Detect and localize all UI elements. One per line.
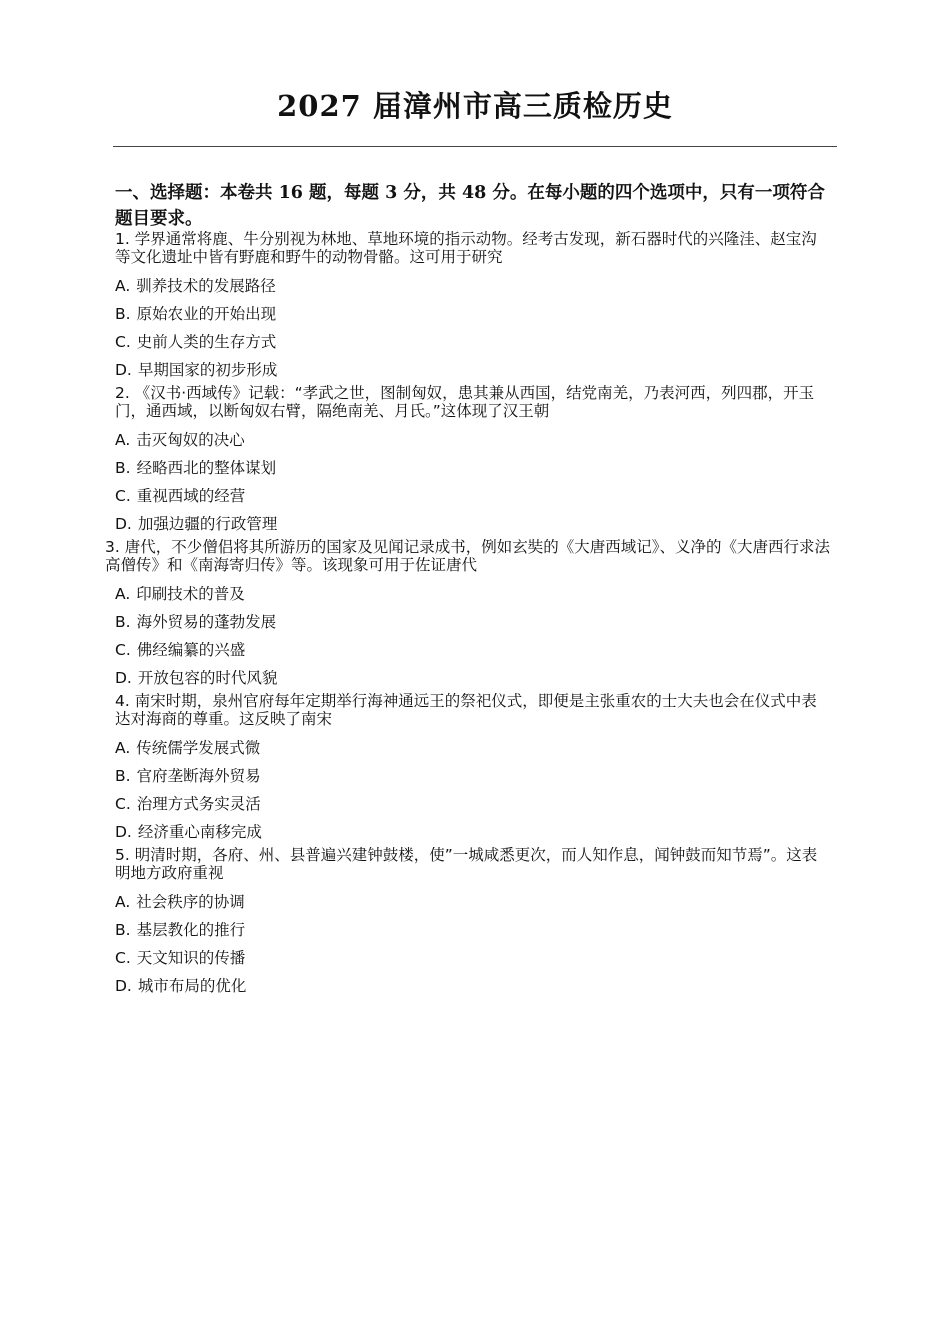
- question-stem: 3. 唐代，不少僧侣将其所游历的国家及见闻记录成书，例如玄奘的《大唐西域记》、义净的《大唐西行求法高僧传》和《南海寄归传》等。该现象可用于佐证唐代: [105, 538, 830, 574]
- option-a: [0, 272, 950, 300]
- question-stem: 4. 南宋时期，泉州官府每年定期举行海神通远王的祭祀仪式，即便是主张重农的士大夫也会在仪式中表达对海商的尊重。这反映了南宋: [115, 692, 817, 728]
- option-b: [0, 762, 950, 790]
- option-text: 印刷技术的普及: [136, 585, 245, 603]
- option-b: [0, 916, 950, 944]
- question-list: [0, 230, 950, 1000]
- option-label: C.: [115, 487, 131, 505]
- option-text: 治理方式务实灵活: [136, 795, 261, 813]
- option-label: A.: [115, 739, 131, 757]
- option-text: 佛经编纂的兴盛: [136, 641, 246, 659]
- question-3: [0, 538, 950, 692]
- page-title: 2027 届漳州市高三质检历史: [277, 89, 673, 123]
- question-stem: 1. 学界通常将鹿、牛分别视为林地、草地环境的指示动物。经考古发现，新石器时代的兴隆洼、赵宝沟等文化遗址中皆有野鹿和野牛的动物骨骼。这可用于研究: [115, 230, 817, 266]
- option-text: 史前人类的生存方式: [136, 333, 277, 351]
- option-label: B.: [115, 459, 131, 477]
- option-label: A.: [115, 893, 131, 911]
- option-b: [0, 608, 950, 636]
- option-label: D.: [115, 669, 132, 687]
- option-text: 经略西北的整体谋划: [136, 459, 277, 477]
- option-list: [0, 426, 950, 538]
- option-label: D.: [115, 977, 132, 995]
- option-label: C.: [115, 949, 131, 967]
- option-d: [0, 664, 950, 692]
- option-text: 城市布局的优化: [137, 977, 247, 995]
- option-text: 官府垄断海外贸易: [136, 767, 261, 785]
- option-c: [0, 636, 950, 664]
- option-text: 社会秩序的协调: [136, 893, 245, 911]
- option-text: 加强边疆的行政管理: [137, 515, 278, 533]
- option-label: D.: [115, 515, 132, 533]
- option-c: [0, 482, 950, 510]
- option-label: C.: [115, 641, 131, 659]
- question-1: [0, 230, 950, 384]
- option-label: B.: [115, 767, 131, 785]
- option-b: [0, 300, 950, 328]
- option-label: A.: [115, 277, 131, 295]
- option-label: D.: [115, 823, 132, 841]
- option-text: 重视西域的经营: [136, 487, 246, 505]
- section-heading: 一、选择题：本卷共 16 题，每题 3 分，共 48 分。在每小题的四个选项中，只有一项符合题目要求。: [115, 183, 825, 229]
- option-b: [0, 454, 950, 482]
- option-list: [0, 580, 950, 692]
- option-label: C.: [115, 333, 131, 351]
- option-text: 基层教化的推行: [136, 921, 246, 939]
- option-label: B.: [115, 613, 131, 631]
- option-label: D.: [115, 361, 132, 379]
- option-a: [0, 734, 950, 762]
- option-text: 经济重心南移完成: [137, 823, 262, 841]
- option-list: [0, 888, 950, 1000]
- option-d: [0, 818, 950, 846]
- option-text: 海外贸易的蓬勃发展: [136, 613, 277, 631]
- question-2: [0, 384, 950, 538]
- question-stem: 5. 明清时期，各府、州、县普遍兴建钟鼓楼，使”一城咸悉更次，而人知作息，闻钟鼓而知节焉”。这表明地方政府重视: [115, 846, 818, 882]
- option-c: [0, 328, 950, 356]
- option-list: [0, 734, 950, 846]
- option-d: [0, 510, 950, 538]
- option-label: A.: [115, 585, 131, 603]
- option-text: 天文知识的传播: [136, 949, 246, 967]
- option-d: [0, 972, 950, 1000]
- option-text: 击灭匈奴的决心: [136, 431, 245, 449]
- option-label: A.: [115, 431, 131, 449]
- title-divider: [113, 146, 837, 147]
- option-label: C.: [115, 795, 131, 813]
- question-5: [0, 846, 950, 1000]
- option-text: 原始农业的开始出现: [136, 305, 277, 323]
- option-c: [0, 944, 950, 972]
- option-label: B.: [115, 305, 131, 323]
- option-text: 开放包容的时代风貌: [137, 669, 278, 687]
- option-list: [0, 272, 950, 384]
- question-stem: 2. 《汉书·西域传》记载：“孝武之世，图制匈奴，患其兼从西国，结党南羌，乃表河西，列四郡，开玉门，通西域，以断匈奴右臂，隔绝南羌、月氏。”这体现了汉王朝: [115, 384, 815, 420]
- option-a: [0, 426, 950, 454]
- question-4: [0, 692, 950, 846]
- option-a: [0, 888, 950, 916]
- option-text: 早期国家的初步形成: [137, 361, 278, 379]
- option-d: [0, 356, 950, 384]
- option-label: B.: [115, 921, 131, 939]
- option-c: [0, 790, 950, 818]
- option-text: 驯养技术的发展路径: [136, 277, 276, 295]
- option-a: [0, 580, 950, 608]
- option-text: 传统儒学发展式微: [136, 739, 261, 757]
